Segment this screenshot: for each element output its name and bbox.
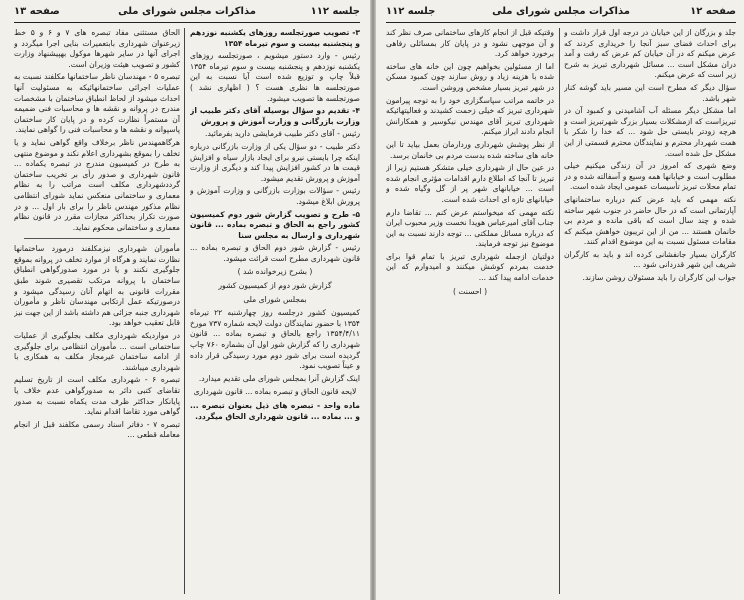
heading-approval-minutes: ۳- تصویب صورتجلسه روزهای یکشنبه نوزدهم و پنجشنبه بیست و سوم تیرماه ۱۳۵۴: [190, 28, 360, 48]
left-column-rule: [184, 28, 185, 594]
paragraph: تبصره ۵ - مهندسان ناظر ساختمانها مکلفند نسبت به عملیات اجرائی ساختمانهائیکه به مسئولیت آنها احداث میشود از لحاظ انطباق ساختمان با مشخصات مندرج در پروانه و نقشه ها و محاسبات فنی ضمیمه آن مستمراً نظارت کرده و در پایان کار ساختمان پاسپوانه و نقشه ها و محاسبات فنی را گواهی نمایند.: [14, 72, 180, 135]
paragraph: وقتیکه قبل از انجام کارهای ساختمانی صرف نظر کند و آن موجهی نشود و در پایان کار بمسائلی رفاهی برخورد خواهد کرد.: [386, 28, 554, 59]
paragraph: تبصره ۷ - دفاتر اسناد رسمی مکلفند قبل از انجام معامله قطعی ...: [14, 419, 180, 440]
paragraph: رئیس - وارد دستور میشویم ، صورتجلسه روزهای یکشنبه نوزدهم و پنجشنبه بیست و سوم تیرماه ۱۳۵۴ قبلاً چاپ و توزیع شده است آیا نسبت به این صورتجلسه ها نظری هست ؟ ( اظهاری نشد ) صورتجلسه ها تصویب میشود.: [190, 51, 360, 103]
left-page-number: صفحه ۱۳: [14, 6, 60, 17]
report-title: گزارش شور دوم از کمیسیون کشور: [218, 281, 332, 291]
paragraph: مأموران شهرداری نیزمکلفند درمورد ساختمانها نظارت نمایند و هرگاه از موارد تخلف در پروانه بموقع جلوگیری نکنند و یا در مورد صدورگواهی انطباق ساختمان با پروانه مرتکب تقصیری شوند طبق مقررات قانونی به اتهام آنان رسیدگی میشود و درصورتیکه عمل ارتکابی مهندسان ناظر و مأموران شهرداری جنبه جزائی هم داشته باشد از این جهت نیز قابل تعقیب خواهد بود.: [14, 244, 180, 328]
paragraph: کارگران بسیار جانفشانی کرده اند و باید به کارگران شریف این شهر قدردانی شود ...: [564, 249, 736, 270]
paragraph: نکته مهمی که باید عرض کنم درباره ساختمانهای آپارتمانی است که در حال حاضر در جنوب شهر ساخته شده و چند سال است که باقی مانده و مردم بی خانمان هستند ... من از این تریبون خواهش میکنم که مقامات مسئول نسبت به این موضوع اقدام کنند.: [564, 194, 736, 247]
left-session-label: جلسه ۱۱۲: [310, 6, 360, 17]
heading-second-reading: ۵- طرح و تصویب گزارش شور دوم کمیسیون کشور راجع به الحاق و تبصره بماده ... قانون شهرداری و ارسال به مجلس سنا: [190, 209, 360, 240]
paragraph: تبصره ۶ - شهرداری مکلف است از تاریخ تسلیم تقاضای کتبی دائر به صدورگواهی عدم خلاف یا پایانکار حداکثر ظرف مدت یکماه نسبت به صدور گواهی مورد تقاضا اقدام نماید.: [14, 375, 180, 417]
paragraph: دولتیان ازجمله شهرداری تبریز با تمام قوا برای خدمت بمردم کوشش میکنند و امیدوارم که این خدمات ادامه پیدا کند ...: [386, 251, 554, 283]
right-page: [376, 0, 744, 600]
right-column-rule: [559, 28, 560, 594]
paragraph: رئیس - آقای دکتر طبیب فرمایشی دارید بفرمائید.: [205, 129, 360, 139]
paragraph: جلد و بزرگان از این خیابان در درجه اول قرار داشت و برای احداث فضای سبز آنجا را خریداری کردند که عرض میکنم که در آن خیابان کم عرض که رفت و آمد دران مشکل است ... مسائل شهرداری تبریز به شرح زیر است که عرض میکنم.: [564, 28, 736, 80]
paragraph: در مواردیکه شهرداری مکلف بجلوگیری از عملیات ساختمانی است ... مأموران انتظامی برای جلوگیری از ادامه ساختمان غیرمجاز مکلف به همکاری با شهرداری میباشند.: [14, 331, 180, 372]
heading-questions: ۴- تقدیم دو سؤال بوسیله آقای دکتر طبیب از وزارت بازرگانی و وزارت آموزش و پرورش: [190, 106, 360, 126]
single-article: ماده واحد - تبصره های ذیل بعنوان تبصره ... و ... بماده ... قانون شهرداری الحاق میگردد.: [190, 401, 360, 421]
paragraph: دکتر طبیب - دو سؤال یکی از وزارت بازرگانی درباره اینکه چرا بایستی نیرو برای ایجاد بازار سیاه و افزایش قیمت ها در کشور افزایش پیدا کند و دیگری از وزارت آموزش و پرورش تقدیم میشود.: [190, 141, 360, 183]
paragraph: از نظر پوشش شهرداری وردارمان بعمل بیاید تا این خانه های ساخته شده بدست مردم بی خانمان برسد.: [386, 139, 554, 160]
right-column-right: [564, 28, 736, 594]
section-divider: [24, 238, 170, 239]
paragraph: رئیس - گزارش شور دوم الحاق و تبصره بماده ... قانون شهرداری مطرح است قرائت میشود.: [190, 243, 360, 263]
right-header-title: مذاکرات مجلس شورای ملی: [492, 6, 630, 17]
report-subtitle: بمجلس شورای ملی: [243, 294, 307, 304]
applause-note: ( احسنت ): [452, 286, 488, 296]
paragraph: اینک گزارش آنرا بمجلس شورای ملی تقدیم میدارد.: [198, 373, 360, 383]
left-page: [0, 0, 370, 600]
paragraph: نکته مهمی که میخواستم عرض کنم ... تقاضا دارم جناب آقای امیرعباس هویدا نخست وزیر محبوب ایران که درباره مسائل مملکتی ... توجه دارند نسبت به این موضوع نیز توجه فرمایند.: [386, 207, 554, 249]
left-header-title: مذاکرات مجلس شورای ملی: [118, 6, 256, 17]
paragraph: رئیس - سؤالات بوزارت بازرگانی و وزارت آموزش و پرورش ابلاغ میشود.: [190, 186, 360, 206]
paragraph: الحاق مستثنی مفاد تبصره های ۷ و ۶ و ۵ خط زیرعنوان شهرداری بابتعمیرات بنایی اجرا میگردد و اجرای آنها در سایر شهرها موکول بهپیشنهاد وزارت کشور و تصویب هیئت وزیران است.: [14, 28, 180, 69]
paragraph: جواب این کارگران را باید مسئولان روشن سازند.: [582, 273, 736, 283]
paragraph: وضع شهری که امروز در آن زندگی میکنیم خیلی مطلوب است و خیابانها همه وسیع و آسفالته شده و در تمام محلات تبریز تأسیسات عمومی ایجاد شده است.: [564, 161, 736, 192]
paragraph: کمیسیون کشور درجلسه روز چهارشنبه ۲۲ تیرماه ۱۳۵۴ با حضور نمایندگان دولت لایحه شماره ۷۳۷ مورخ ۱۳۵۴/۴/۱۱ راجع بالحاق و تبصره بماده ... قانون شهرداری را که گزارش شور اول آن بشماره ۷۶۰ چاپ گردیده است برای شور دوم مورد رسیدگی قرار داده و عیناً تصویب نمود.: [190, 308, 360, 371]
right-page-number: صفحه ۱۲: [690, 6, 736, 17]
right-column-left: [386, 28, 554, 594]
paragraph: اما مشکل دیگر مسئله آب آشامیدنی و کمبود آن در تبریزاست که ازمشکلات بسیار بزرگ شهرتبریز است و هرچه زودتر بایستی حل شود ... که خدا را شکر با همت شهردار محترم و نمایندگان محترم قسمتی از این مشکل حل شده است.: [564, 106, 736, 158]
paragraph: هرگاهمهندس ناظر برخلاف واقع گواهی نماید و یا تخلف را بموقع بشهرداری اعلام نکند و موضوع منتهی به طرح در کمیسیون مندرج در تبصره یکماده ... قانون شهرداری و صدور رأی بر تخریب ساختمان گرددشهرداری مکلف است مراتب را به نظام معماری و ساختمانی منعکس نماید شورای انتظامی نظام مذکور مهندس ناظر را برای بار اول ... و در صورت تکرار بحداکثر مجازات مقرر در قانون نظام معماری و ساختمانی محکوم نماید.: [14, 137, 180, 232]
left-column-left: [14, 28, 180, 594]
bill-title: لایحه قانون الحاق و تبصره بماده ... قانون شهرداری: [193, 387, 357, 397]
left-page-header: [14, 4, 360, 23]
paragraph: سؤال دیگر که مطرح است این مسیر باید گوشه کنار شهر باشد.: [564, 82, 736, 103]
left-column-right: [190, 28, 360, 594]
right-session-label: جلسه ۱۱۲: [386, 6, 436, 17]
paragraph: در عین حال از شهرداری خیلی متشکر هستیم زیرا از تبریز تا آنجا که اطلاع دارم اقدامات مؤثری انجام شده است ... خیابانهای شهر پر از گل وگیاه شده و خیابانهای تازه ای احداث شده است.: [386, 163, 554, 204]
right-page-header: [386, 4, 736, 23]
paragraph: اما از مسئولین بخواهیم چون این خانه های ساخته شده با هزینه زیاد و روش سازند چون کمبود مسکن در شهر تبریز بسیار مشخص وروشن است.: [386, 61, 554, 92]
paragraph: در خاتمه مراتب سپاسگزاری خود را به توجه پیرامون شهرداری تبریز که خیلی زحمت کشیدند و فعالیتهائیکه شهرداری تبریز آقای مهندس نیکوسیر و همکارانش انجام دادند ابراز میکنم.: [386, 95, 554, 137]
paragraph: ( بشرح زیرخوانده شد ): [237, 267, 313, 277]
